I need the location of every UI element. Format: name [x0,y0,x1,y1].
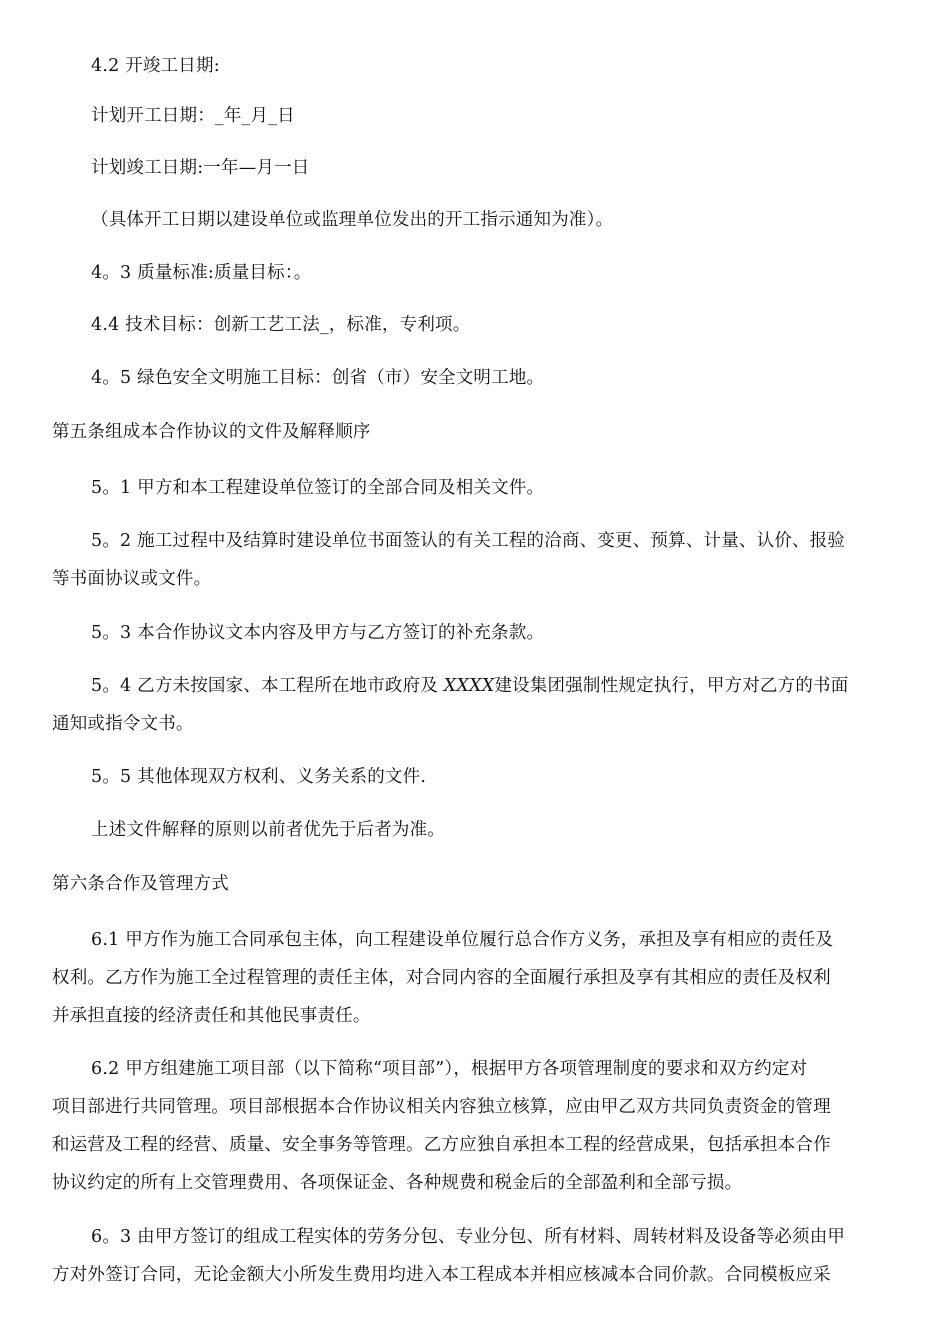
clause-6-1-line-2: 权利。乙方作为施工全过程管理的责任主体，对合同内容的全面履行承担及享有其相应的责任及权利 [52,968,831,988]
article-5-heading: 第五条组成本合作协议的文件及解释顺序 [52,422,371,442]
clause-6-1-line-3: 并承担直接的经济责任和其他民事责任。 [52,1006,371,1026]
clause-6-3-line-1: 6。3 由甲方签订的组成工程实体的劳务分包、专业分包、所有材料、周转材料及设备等必须由甲 [91,1227,846,1247]
clause-5-5: 5。5 其他体现双方权利、义务关系的文件. [91,767,427,787]
article-6-heading: 第六条合作及管理方式 [52,874,229,894]
clause-6-3-line-2: 方对外签订合同，无论金额大小所发生费用均进入本工程成本并相应核减本合同价款。合同模板应采 [52,1265,831,1285]
clause-5-1: 5。1 甲方和本工程建设单位签订的全部合同及相关文件。 [91,478,545,498]
clause-5-4-text-a: 5。4 乙方未按国家、本工程所在地市政府及 [91,676,444,696]
start-date-note: （具体开工日期以建设单位或监理单位发出的开工指示通知为准）。 [91,210,614,230]
planned-start-date: 计划开工日期：_年_月_日 [91,106,295,126]
clause-6-1-line-1: 6.1 甲方作为施工合同承包主体，向工程建设单位履行总合作方义务，承担及享有相应的责任及 [91,930,834,950]
clause-4-5-safety: 4。5 绿色安全文明施工目标：创省（市）安全文明工地。 [91,368,545,388]
planned-completion-date: 计划竣工日期:一年—月一日 [91,158,310,178]
clause-6-2-line-1: 6.2 甲方组建施工项目部（以下简称“项目部”），根据甲方各项管理制度的要求和双方约定对 [91,1059,808,1079]
interpretation-principle: 上述文件解释的原则以前者优先于后者为准。 [91,820,445,840]
clause-5-4-line-1 [91,674,848,698]
clause-4-3-quality: 4。3 质量标准:质量目标：。 [91,263,312,283]
clause-4-2-heading: 4.2 开竣工日期: [91,56,220,76]
clause-5-4-text-b: 建设集团强制性规定执行，甲方对乙方的书面 [494,676,849,696]
clause-6-2-line-3: 和运营及工程的经营、质量、安全事务等管理。乙方应独自承担本工程的经营成果，包括承担本合作 [52,1135,831,1155]
company-placeholder: XXXX [443,676,495,696]
clause-6-2-line-4: 协议约定的所有上交管理费用、各项保证金、各种规费和税金后的全部盈利和全部亏损。 [52,1173,743,1193]
clause-4-4-technical: 4.4 技术目标：创新工艺工法_，标准，专利项。 [91,315,471,335]
clause-5-2-line-2: 等书面协议或文件。 [52,569,212,589]
clause-5-2-line-1: 5。2 施工过程中及结算时建设单位书面签认的有关工程的洽商、变更、预算、计量、认价、报验 [91,531,846,551]
clause-5-3: 5。3 本合作协议文本内容及甲方与乙方签订的补充条款。 [91,623,545,643]
clause-6-2-line-2: 项目部进行共同管理。项目部根据本合作协议相关内容独立核算，应由甲乙双方共同负责资金的管理 [52,1097,831,1117]
clause-5-4-line-2: 通知或指令文书。 [52,714,194,734]
